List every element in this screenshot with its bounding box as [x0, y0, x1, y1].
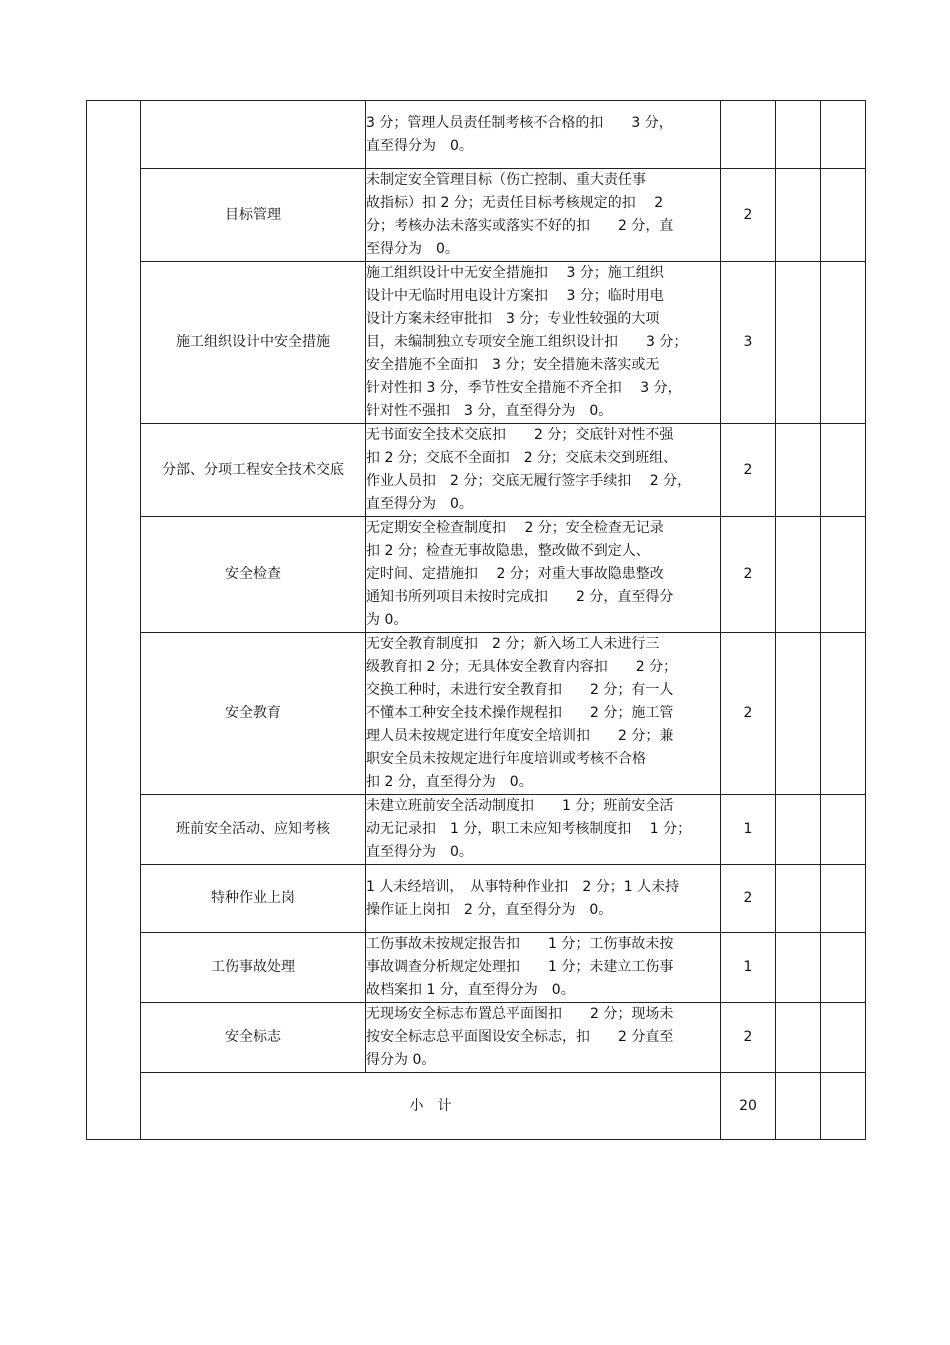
category-cell [87, 101, 141, 1140]
score-cell: 3 [721, 262, 776, 424]
blank-cell [821, 169, 866, 262]
deduction-rule: 无定期安全检查制度扣 2 分；安全检查无记录 扣 2 分；检查无事故隐患，整改做不到定人、 定时间、定措施扣 2 分；对重大事故隐患整改 通知书所列项目未按时完成扣 2 分，直至得分 为 0。 [366, 517, 721, 633]
blank-cell [821, 933, 866, 1003]
blank-cell [776, 517, 821, 633]
item-name: 施工组织设计中安全措施 [141, 262, 366, 424]
table-row [87, 262, 866, 424]
deduction-rule: 工伤事故未按规定报告扣 1 分；工伤事故未按 事故调查分析规定处理扣 1 分；未建立工伤事 故档案扣 1 分，直至得分为 0。 [366, 933, 721, 1003]
score-cell: 1 [721, 795, 776, 865]
score-cell: 2 [721, 424, 776, 517]
item-name: 工伤事故处理 [141, 933, 366, 1003]
blank-cell [776, 169, 821, 262]
blank-cell [821, 1073, 866, 1140]
table-row [87, 933, 866, 1003]
blank-cell [776, 1073, 821, 1140]
deduction-rule: 无书面安全技术交底扣 2 分；交底针对性不强 扣 2 分；交底不全面扣 2 分；交底未交到班组、 作业人员扣 2 分；交底无履行签字手续扣 2 分， 直至得分为 0。 [366, 424, 721, 517]
table-row [87, 633, 866, 795]
blank-cell [821, 262, 866, 424]
deduction-rule: 无现场安全标志布置总平面图扣 2 分；现场未 按安全标志总平面图设安全标志，扣 2 分直至 得分为 0。 [366, 1003, 721, 1073]
deduction-rule: 未制定安全管理目标（伤亡控制、重大责任事 故指标）扣 2 分；无责任目标考核规定的扣 2 分；考核办法未落实或落实不好的扣 2 分，直 至得分为 0。 [366, 169, 721, 262]
deduction-rule: 施工组织设计中无安全措施扣 3 分；施工组织 设计中无临时用电设计方案扣 3 分；临时用电 设计方案未经审批扣 3 分；专业性较强的大项 目，未编制独立专项安全施工组织设计扣 3 分； 安全措施不全面扣 3 分；安全措施未落实或无 针对性扣 3 分，季节性安全措施不齐全扣 3 分， 针对性不强扣 3 分，直至得分为 0。 [366, 262, 721, 424]
table-row [87, 795, 866, 865]
score-cell: 2 [721, 865, 776, 933]
deduction-rule: 无安全教育制度扣 2 分；新入场工人未进行三 级教育扣 2 分；无具体安全教育内容扣 2 分； 交换工种时，未进行安全教育扣 2 分；有一人 不懂本工种安全技术操作规程扣 2 分；施工管 理人员未按规定进行年度安全培训扣 2 分；兼 职安全员未按规定进行年度培训或考核不合格 扣 2 分，直至得分为 0。 [366, 633, 721, 795]
score-cell [721, 101, 776, 169]
blank-cell [821, 517, 866, 633]
item-name: 安全教育 [141, 633, 366, 795]
table-row [87, 517, 866, 633]
item-name: 特种作业上岗 [141, 865, 366, 933]
table-row [87, 1003, 866, 1073]
table-row [87, 865, 866, 933]
item-name: 目标管理 [141, 169, 366, 262]
blank-cell [776, 1003, 821, 1073]
blank-cell [821, 633, 866, 795]
item-name: 分部、分项工程安全技术交底 [141, 424, 366, 517]
safety-inspection-table [86, 100, 866, 1140]
blank-cell [776, 633, 821, 795]
score-cell: 2 [721, 169, 776, 262]
score-cell: 2 [721, 633, 776, 795]
deduction-rule: 3 分；管理人员责任制考核不合格的扣 3 分， 直至得分为 0。 [366, 101, 721, 169]
subtotal-score: 20 [721, 1073, 776, 1140]
blank-cell [821, 101, 866, 169]
blank-cell [776, 101, 821, 169]
score-cell: 2 [721, 517, 776, 633]
table-row [87, 169, 866, 262]
blank-cell [821, 1003, 866, 1073]
item-name: 班前安全活动、应知考核 [141, 795, 366, 865]
item-name: 安全检查 [141, 517, 366, 633]
item-name [141, 101, 366, 169]
blank-cell [821, 424, 866, 517]
blank-cell [776, 795, 821, 865]
blank-cell [821, 865, 866, 933]
blank-cell [776, 865, 821, 933]
blank-cell [776, 424, 821, 517]
score-cell: 2 [721, 1003, 776, 1073]
deduction-rule: 1 人未经培训， 从事特种作业扣 2 分；1 人未持 操作证上岗扣 2 分，直至得分为 0。 [366, 865, 721, 933]
blank-cell [821, 795, 866, 865]
deduction-rule: 未建立班前安全活动制度扣 1 分；班前安全活 动无记录扣 1 分，职工未应知考核制度扣 1 分； 直至得分为 0。 [366, 795, 721, 865]
subtotal-row [87, 1073, 866, 1140]
score-cell: 1 [721, 933, 776, 1003]
blank-cell [776, 262, 821, 424]
blank-cell [776, 933, 821, 1003]
subtotal-label: 小 计 [141, 1073, 721, 1140]
table-row [87, 424, 866, 517]
item-name: 安全标志 [141, 1003, 366, 1073]
table-row [87, 101, 866, 169]
